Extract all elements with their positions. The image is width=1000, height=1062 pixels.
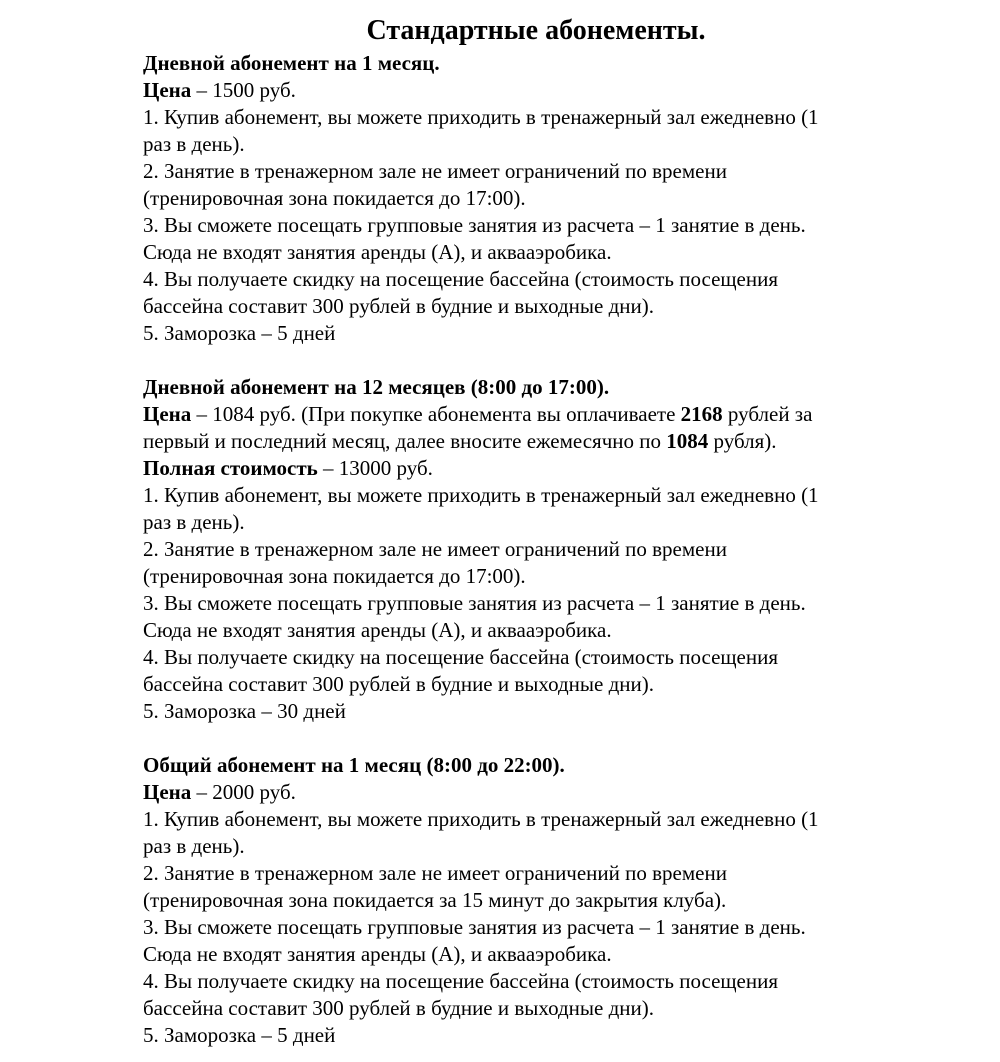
- price-line-continued: [143, 428, 777, 454]
- list-item-line: бассейна составит 300 рублей в будние и выходные дни).: [143, 294, 654, 318]
- list-item-line: 2. Занятие в тренажерном зале не имеет ограничений по времени: [143, 159, 727, 183]
- list-item-line: 1. Купив абонемент, вы можете приходить в тренажерный зал ежедневно (1: [143, 105, 819, 129]
- list-item-line: 1. Купив абонемент, вы можете приходить в тренажерный зал ежедневно (1: [143, 483, 819, 507]
- price-value: – 2000 руб.: [191, 780, 296, 804]
- list-item-line: раз в день).: [143, 132, 245, 156]
- list-item-line: 2. Занятие в тренажерном зале не имеет ограничений по времени: [143, 537, 727, 561]
- price-text: – 1084 руб. (При покупке абонемента вы оплачиваете: [191, 402, 681, 426]
- price-label: Цена: [143, 402, 192, 426]
- list-item-line: 3. Вы сможете посещать групповые занятия из расчета – 1 занятие в день.: [143, 591, 806, 615]
- price-value: – 1500 руб.: [191, 78, 296, 102]
- list-item-line: (тренировочная зона покидается за 15 минут до закрытия клуба).: [143, 888, 727, 912]
- list-item-line: (тренировочная зона покидается до 17:00).: [143, 564, 526, 588]
- list-item-line: раз в день).: [143, 834, 245, 858]
- price-text: рублей за: [722, 402, 813, 426]
- list-item-line: бассейна составит 300 рублей в будние и выходные дни).: [143, 672, 654, 696]
- price-label: Цена: [143, 78, 192, 102]
- price-line: [143, 401, 812, 427]
- full-price-label: Полная стоимость: [143, 456, 318, 480]
- section-heading: Дневной абонемент на 1 месяц.: [143, 51, 440, 75]
- price-line: [143, 77, 296, 103]
- list-item-line: Сюда не входят занятия аренды (А), и аквааэробика.: [143, 240, 612, 264]
- price-first-amount: 2168: [680, 402, 723, 426]
- price-label: Цена: [143, 780, 192, 804]
- list-item-line: 5. Заморозка – 5 дней: [143, 321, 336, 345]
- list-item-line: 3. Вы сможете посещать групповые занятия из расчета – 1 занятие в день.: [143, 213, 806, 237]
- list-item-line: 1. Купив абонемент, вы можете приходить в тренажерный зал ежедневно (1: [143, 807, 819, 831]
- list-item-line: 5. Заморозка – 30 дней: [143, 699, 346, 723]
- price-line: [143, 779, 296, 805]
- price-text: первый и последний месяц, далее вносите ежемесячно по: [143, 429, 667, 453]
- list-item-line: 2. Занятие в тренажерном зале не имеет ограничений по времени: [143, 861, 727, 885]
- list-item-line: 3. Вы сможете посещать групповые занятия из расчета – 1 занятие в день.: [143, 915, 806, 939]
- list-item-line: 4. Вы получаете скидку на посещение бассейна (стоимость посещения: [143, 645, 779, 669]
- section-heading: Дневной абонемент на 12 месяцев (8:00 до 17:00).: [143, 375, 610, 399]
- list-item-line: 5. Заморозка – 5 дней: [143, 1023, 336, 1047]
- price-text: рубля).: [708, 429, 777, 453]
- full-price-value: – 13000 руб.: [317, 456, 433, 480]
- list-item-line: (тренировочная зона покидается до 17:00).: [143, 186, 526, 210]
- list-item-line: Сюда не входят занятия аренды (А), и аквааэробика.: [143, 618, 612, 642]
- full-price-line: [143, 455, 433, 481]
- price-monthly-amount: 1084: [666, 429, 709, 453]
- list-item-line: Сюда не входят занятия аренды (А), и аквааэробика.: [143, 942, 612, 966]
- section-heading: Общий абонемент на 1 месяц (8:00 до 22:00).: [143, 753, 565, 777]
- list-item-line: бассейна составит 300 рублей в будние и выходные дни).: [143, 996, 654, 1020]
- list-item-line: 4. Вы получаете скидку на посещение бассейна (стоимость посещения: [143, 267, 779, 291]
- page-title: Стандартные абонементы.: [366, 15, 706, 46]
- list-item-line: 4. Вы получаете скидку на посещение бассейна (стоимость посещения: [143, 969, 779, 993]
- list-item-line: раз в день).: [143, 510, 245, 534]
